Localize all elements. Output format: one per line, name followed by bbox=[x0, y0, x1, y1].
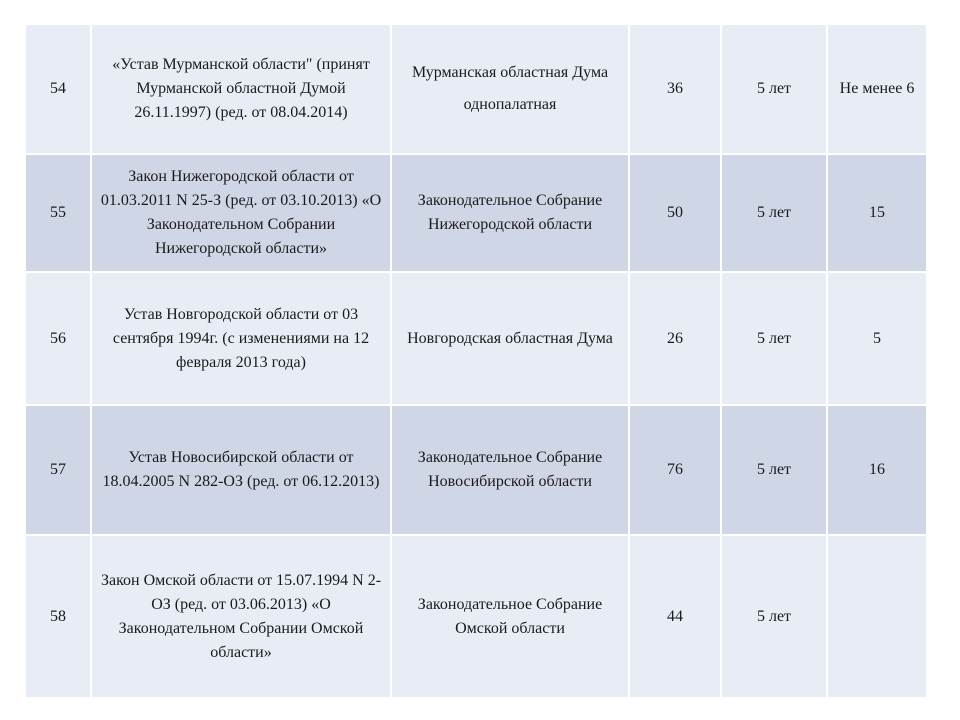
legislature-name-cell: Законодательное Собрание Новосибирской области bbox=[391, 405, 629, 535]
permanent-deputies-cell: Не менее 6 bbox=[827, 24, 927, 154]
row-number-cell: 54 bbox=[25, 24, 91, 154]
table-row bbox=[25, 272, 927, 405]
legislature-name-cell: Законодательное Собрание Омской области bbox=[391, 535, 629, 698]
legal-document-cell: Закон Нижегородской области от 01.03.2011 N 25-З (ред. от 03.10.2013) «О Законодательном Собрании Нижегородской области» bbox=[91, 154, 391, 272]
deputies-count-cell: 50 bbox=[629, 154, 721, 272]
deputies-count-cell: 76 bbox=[629, 405, 721, 535]
permanent-deputies-cell: 15 bbox=[827, 154, 927, 272]
row-number-cell: 58 bbox=[25, 535, 91, 698]
permanent-deputies-cell bbox=[827, 535, 927, 698]
table-row bbox=[25, 24, 927, 154]
legislature-type: однопалатная bbox=[463, 96, 557, 113]
legal-document-cell: Устав Новосибирской области от 18.04.2005 N 282-ОЗ (ред. от 06.12.2013) bbox=[91, 405, 391, 535]
legal-document-cell: «Устав Мурманской области" (принят Мурманской областной Думой 26.11.1997) (ред. от 08.04.2014) bbox=[91, 24, 391, 154]
deputies-count-cell: 44 bbox=[629, 535, 721, 698]
legal-document-cell: Закон Омской области от 15.07.1994 N 2-ОЗ (ред. от 03.06.2013) «О Законодательном Собрании Омской области» bbox=[91, 535, 391, 698]
regional-legislature-table bbox=[24, 23, 928, 699]
term-cell: 5 лет bbox=[721, 154, 827, 272]
table-row bbox=[25, 535, 927, 698]
legislature-name-cell: Законодательное Собрание Нижегородской области bbox=[391, 154, 629, 272]
table-row bbox=[25, 405, 927, 535]
row-number-cell: 56 bbox=[25, 272, 91, 405]
permanent-deputies-cell: 5 bbox=[827, 272, 927, 405]
legal-document-cell: Устав Новгородской области от 03 сентября 1994г. (с изменениями на 12 февраля 2013 года) bbox=[91, 272, 391, 405]
legislature-name: Мурманская областная Дума bbox=[411, 64, 609, 81]
table-row bbox=[25, 154, 927, 272]
term-cell: 5 лет bbox=[721, 405, 827, 535]
deputies-count-cell: 36 bbox=[629, 24, 721, 154]
deputies-count-cell: 26 bbox=[629, 272, 721, 405]
row-number-cell: 57 bbox=[25, 405, 91, 535]
row-number-cell: 55 bbox=[25, 154, 91, 272]
legislature-name-cell: Новгородская областная Дума bbox=[391, 272, 629, 405]
legislature-name-cell bbox=[391, 24, 629, 154]
regional-legislature-table-container bbox=[24, 23, 926, 699]
term-cell: 5 лет bbox=[721, 535, 827, 698]
term-cell: 5 лет bbox=[721, 272, 827, 405]
permanent-deputies-cell: 16 bbox=[827, 405, 927, 535]
term-cell: 5 лет bbox=[721, 24, 827, 154]
